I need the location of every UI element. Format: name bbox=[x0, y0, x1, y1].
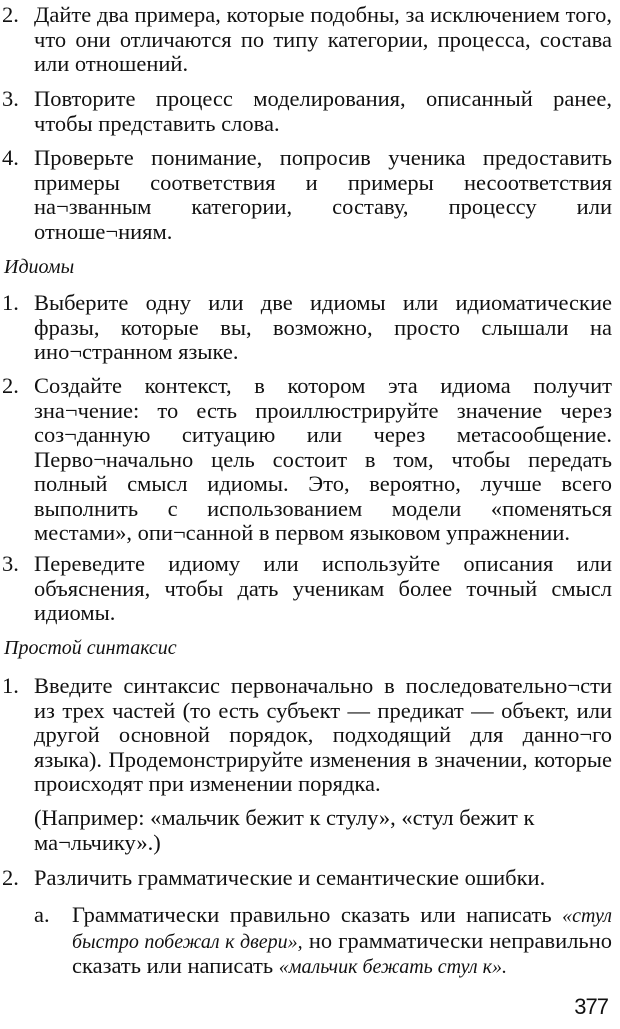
item-number: 4. bbox=[2, 145, 19, 170]
item-text: Создайте контекст, в котором эта идиома получит зна¬чение: то есть проиллюстрируйте значение через соз¬данную ситуацию или через метасообщение. Перво¬начально цель состоит в том, чтобы передать полный смысл идиомы. Это, вероятно, лучше всего выполнить с использованием модели «поменяться местами», опи¬санной в первом языковом упражнении. bbox=[34, 373, 612, 545]
item-text: Переведите идиому или используйте описания или объяснения, чтобы дать ученикам более точный смысл идиомы. bbox=[34, 551, 612, 625]
example-note: (Например: «мальчик бежит к стулу», «стул бежит к ма¬льчику».) bbox=[34, 805, 535, 855]
item-text: Выберите одну или две идиомы или идиоматические фразы, которые вы, возможно, просто слышали на ино¬странном языке. bbox=[34, 290, 612, 364]
item-text: Проверьте понимание, попросив ученика предоставить примеры соответствия и примеры несоответствия на¬званным категории, составу, процессу или отноше¬ниям. bbox=[34, 145, 612, 244]
page-number: 377 bbox=[574, 994, 608, 1019]
italic-quote: «стул быстро побежал к двери», bbox=[72, 905, 613, 953]
item-text: Различить грамматические и семантические ошибки. bbox=[34, 865, 546, 890]
item-text: Введите синтаксис первоначально в последовательно¬сти из трех частей (то есть субъект — предикат — объект, или другой основной порядок, подходящий для данно¬го языка). Продемонстрируйте изменения в значении, которые происходят при изменении порядка. bbox=[34, 673, 612, 796]
section-heading-idioms: Идиомы bbox=[4, 256, 75, 278]
list-item bbox=[0, 866, 612, 891]
list-item bbox=[0, 87, 612, 136]
item-text: Дайте два примера, которые подобны, за исключением того, что они отличаются по типу категории, процесса, состава или отношений. bbox=[34, 2, 612, 76]
item-number: 1. bbox=[2, 673, 19, 698]
sub-list-item bbox=[34, 903, 612, 980]
list-item bbox=[0, 146, 612, 244]
item-text: Повторите процесс моделирования, описанный ранее, чтобы представить слова. bbox=[34, 86, 612, 136]
item-number: 2. bbox=[2, 373, 19, 398]
sub-item-letter: а. bbox=[34, 902, 50, 927]
list-item bbox=[0, 552, 612, 626]
list-item bbox=[0, 674, 612, 797]
italic-quote: «мальчик бежать стул к». bbox=[278, 956, 507, 978]
item-number: 3. bbox=[2, 551, 19, 576]
item-number: 2. bbox=[2, 865, 19, 890]
sub-item-text bbox=[72, 903, 612, 980]
sub-item-text-part: Грамматически правильно сказать или написать bbox=[72, 902, 552, 927]
list-item bbox=[0, 3, 612, 77]
item-number: 3. bbox=[2, 86, 19, 111]
section-heading-syntax: Простой синтаксис bbox=[4, 637, 177, 659]
list-item bbox=[0, 374, 612, 546]
item-number: 1. bbox=[2, 290, 19, 315]
item-number: 2. bbox=[2, 2, 19, 27]
list-item bbox=[0, 291, 612, 365]
sub-item-text-part: но грамматически неправильно сказать или написать bbox=[72, 927, 612, 978]
